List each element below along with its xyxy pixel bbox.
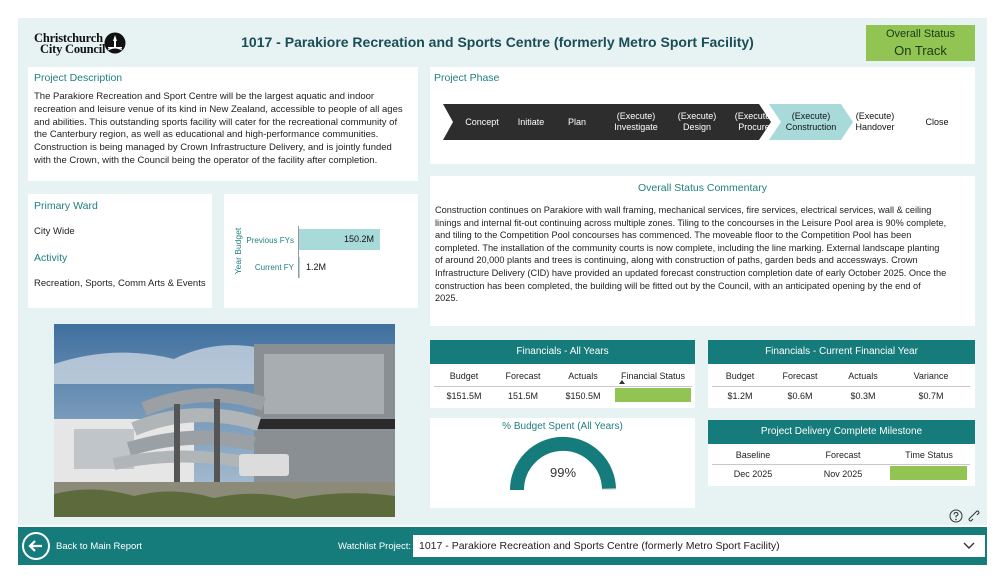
description-line: the Canterbury region, as well as educational and high-performance communities. <box>34 129 379 141</box>
phase-procure: (Execute) Procure <box>734 111 774 132</box>
primary-ward-value: City Wide <box>34 226 75 237</box>
activity-value: Recreation, Sports, Comm Arts & Events <box>34 278 206 289</box>
phase-plan: Plan <box>567 116 586 127</box>
project-description-card <box>28 67 418 181</box>
sort-caret-icon <box>619 380 625 384</box>
fin-cur-variance-header: Variance <box>913 371 949 381</box>
fin-cur-actuals-header: Actuals <box>848 371 878 381</box>
fin-cur-rule <box>712 386 970 387</box>
current-fy-label: Current FY <box>254 263 294 272</box>
description-line: with the Crown, with the Council being the operator of the facility after completion. <box>34 154 378 166</box>
fin-cur-budget: $1.2M <box>727 391 753 401</box>
commentary-title: Overall Status Commentary <box>638 182 767 194</box>
fin-all-budget: $151.5M <box>446 391 482 401</box>
watchlist-selected-value: 1017 - Parakiore Recreation and Sports Centre (formerly Metro Sport Facility) <box>419 540 780 552</box>
fin-cur-forecast: $0.6M <box>787 391 813 401</box>
fin-all-forecast: 151.5M <box>507 391 539 401</box>
financials-all-years-header: Financials - All Years <box>430 340 695 364</box>
time-status-indicator <box>890 466 967 480</box>
current-fy-value: 1.2M <box>306 262 327 272</box>
fin-all-actuals-header: Actuals <box>568 371 598 381</box>
logo-line2: City Council <box>40 42 106 56</box>
phase-concept: Concept <box>465 116 499 127</box>
current-fy-bar <box>299 257 300 278</box>
milestone-rule <box>712 464 970 465</box>
milestone-baseline: Dec 2025 <box>733 469 773 479</box>
commentary-line: completed. The installation of the community courts is now complete, including the line marking. External landscape planting <box>435 242 940 253</box>
phase-initiate: Initiate <box>517 116 545 127</box>
milestone-header: Project Delivery Complete Milestone <box>708 420 975 444</box>
page-title: 1017 - Parakiore Recreation and Sports Centre (formerly Metro Sport Facility) <box>241 34 754 50</box>
phase-handover: (Execute) Handover <box>855 111 895 132</box>
commentary-line: Infrastructure Delivery (CID) have provided an updated forecast construction completion date of early October 2025. Once the <box>435 267 947 278</box>
fin-all-actuals: $150.5M <box>565 391 601 401</box>
fin-cur-actuals: $0.3M <box>850 391 876 401</box>
commentary-line: Construction continues on Parakiore with wall framing, mechanical services, fire services, electrical services, wall & ceiling <box>435 205 932 215</box>
description-line: recreation and leisure venue of its kind in New Zealand, accessible to people of all ages <box>34 103 403 115</box>
fin-all-rule <box>434 386 692 387</box>
previous-fys-value: 150.2M <box>344 234 375 244</box>
council-logo <box>34 31 130 55</box>
status-value: On Track <box>894 43 947 58</box>
description-text <box>34 91 412 168</box>
fin-all-status-header: Financial Status <box>620 371 686 381</box>
cathedral-logo-icon <box>104 32 126 54</box>
overall-status-badge <box>866 25 975 61</box>
commentary-line: and tiling to the Competition Pool concourses has commenced. The moveable floor to the Competition Pool has been <box>435 230 912 241</box>
year-budget-card <box>224 194 418 308</box>
fin-cur-variance: $0.7M <box>918 391 944 401</box>
ward-activity-card <box>28 194 212 308</box>
status-commentary-card <box>430 176 975 326</box>
primary-ward-title: Primary Ward <box>34 200 98 212</box>
commentary-line: linings and internal fit-out continuing across multiple zones. Tiling to the concourses in the Leisure Pool area is 90% complete, <box>435 217 947 228</box>
description-title: Project Description <box>34 72 123 84</box>
back-to-main-report-link[interactable]: Back to Main Report <box>56 541 143 552</box>
activity-title: Activity <box>34 252 68 264</box>
status-label: Overall Status <box>885 28 956 40</box>
logo-line1: Christchurch <box>34 31 103 45</box>
milestone-forecast-header: Forecast <box>825 450 861 460</box>
commentary-line: 2025. <box>435 293 458 304</box>
milestone-forecast: Nov 2025 <box>823 469 863 479</box>
commentary-line: of around 20,000 plants and trees is continuing, along with construction of paths, garden beds and accessways. Crown <box>435 255 918 266</box>
phase-design: (Execute) Design <box>677 111 717 132</box>
financials-current-fy-header: Financials - Current Financial Year <box>708 340 975 364</box>
description-line: The Parakiore Recreation and Sport Centre will be the largest aquatic and indoor <box>34 91 375 102</box>
fin-cur-forecast-header: Forecast <box>782 371 818 381</box>
previous-fys-label: Previous FYs <box>246 236 294 245</box>
fin-all-forecast-header: Forecast <box>505 371 541 381</box>
commentary-text <box>435 204 970 305</box>
financial-status-indicator <box>615 388 691 402</box>
footer-bar <box>18 527 987 565</box>
back-button[interactable] <box>22 532 50 560</box>
chevron-down-icon <box>963 542 975 550</box>
commentary-line: construction has been completed, the building will be fitted out by the Council, with an anticipated opening by the end of <box>435 280 921 291</box>
description-line: and abilities. This outstanding sports facility will cater for the recreational community of <box>34 116 398 128</box>
phase-construction: (Execute) Construction <box>785 111 837 132</box>
milestone-status-header: Time Status <box>905 450 953 460</box>
phase-title: Project Phase <box>434 72 500 84</box>
watchlist-label: Watchlist Project: <box>338 541 412 552</box>
facility-photo <box>54 324 395 517</box>
link-icon[interactable] <box>967 509 981 523</box>
fin-cur-budget-header: Budget <box>725 371 755 381</box>
phase-investigate: (Execute) Investigate <box>614 111 658 132</box>
watchlist-project-select[interactable] <box>413 535 985 557</box>
arrow-left-icon <box>24 534 48 558</box>
help-icon[interactable] <box>949 509 963 523</box>
fin-all-budget-header: Budget <box>449 371 479 381</box>
description-line: Construction is being managed by Crown Infrastructure Delivery, and is jointly funded <box>34 142 392 154</box>
budget-spent-value: 99% <box>549 465 577 480</box>
milestone-baseline-header: Baseline <box>735 450 771 460</box>
budget-spent-title: % Budget Spent (All Years) <box>502 421 623 432</box>
phase-close: Close <box>925 116 949 127</box>
year-budget-axis-label: Year Budget <box>233 227 243 275</box>
facility-photo-illustration <box>54 324 395 517</box>
